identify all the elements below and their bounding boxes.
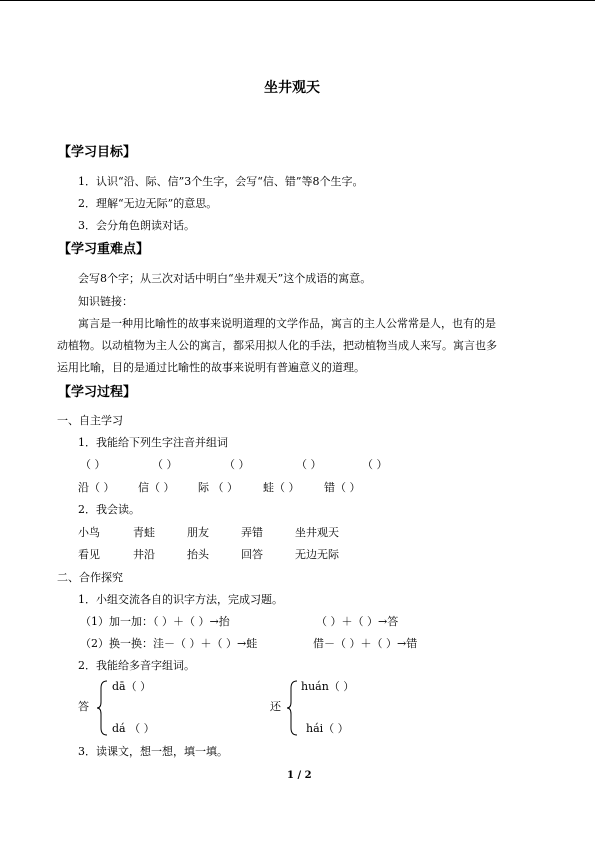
reading-word: 坐井观天 bbox=[295, 526, 339, 539]
reading-word: 小鸟 bbox=[78, 526, 100, 539]
pinyin-blank: dá （ ） bbox=[112, 722, 155, 735]
part-title-cooperative: 二、合作探究 bbox=[57, 571, 123, 584]
question-3: 3．读课文，想一想，填一填。 bbox=[78, 745, 228, 758]
question-2: 2．我会读。 bbox=[78, 503, 140, 516]
section-heading-key-points: 【学习重难点】 bbox=[58, 242, 150, 257]
goal-item: 3．会分角色朗读对话。 bbox=[78, 219, 195, 232]
pinyin-blank: （ ） bbox=[296, 458, 322, 471]
fable-paragraph-line: 寓言是一种用比喻性的故事来说明道理的文学作品，寓言的主人公常常是人，也有的是 bbox=[78, 317, 496, 330]
reading-word: 回答 bbox=[241, 548, 263, 561]
pinyin-blank: huán（ ） bbox=[301, 680, 355, 693]
char-word-blank: 沿（ ） bbox=[78, 481, 115, 494]
reading-word: 弄错 bbox=[241, 526, 263, 539]
add-exercise: （1）加一加：（ ）＋（ ）→抬 bbox=[80, 615, 230, 628]
char-word-blank: 际 （ ） bbox=[198, 481, 238, 494]
swap-exercise-right: 借－（ ）＋（ ）→错 bbox=[313, 637, 418, 650]
reading-word: 朋友 bbox=[187, 526, 209, 539]
pinyin-blank: （ ） bbox=[152, 458, 178, 471]
polyphone-char: 还 bbox=[270, 700, 281, 713]
page-title: 坐井观天 bbox=[264, 80, 320, 96]
section-heading-process: 【学习过程】 bbox=[58, 385, 137, 400]
pinyin-blank: （ ） bbox=[80, 458, 106, 471]
page-top-border bbox=[0, 0, 595, 1]
add-exercise-right: （ ）＋（ ）→答 bbox=[316, 615, 399, 628]
section-heading-goals: 【学习目标】 bbox=[58, 145, 137, 160]
question-1: 1．我能给下列生字注音并组词 bbox=[78, 436, 228, 449]
reading-word: 青蛙 bbox=[133, 526, 155, 539]
part-title-self-study: 一、自主学习 bbox=[57, 414, 123, 427]
pinyin-blank: hái（ ） bbox=[306, 722, 349, 735]
goal-item: 2．理解“无边无际”的意思。 bbox=[78, 197, 218, 210]
pinyin-blank: （ ） bbox=[224, 458, 250, 471]
goal-item: 1．认识“沿、际、信”3个生字，会写“信、错”等8个生字。 bbox=[78, 175, 364, 188]
question-1: 1．小组交流各自的识字方法，完成习题。 bbox=[78, 593, 283, 606]
reading-word: 看见 bbox=[78, 548, 100, 561]
reading-word: 抬头 bbox=[187, 548, 209, 561]
char-word-blank: 错（ ） bbox=[324, 481, 361, 494]
page-number: 1 / 2 bbox=[287, 770, 312, 781]
knowledge-link-label: 知识链接： bbox=[78, 295, 133, 308]
char-word-blank: 信（ ） bbox=[138, 481, 175, 494]
pinyin-blank: （ ） bbox=[362, 458, 388, 471]
swap-exercise: （2）换一换：洼－（ ）＋（ ）→蛙 bbox=[80, 637, 258, 650]
left-brace-icon bbox=[286, 680, 300, 736]
fable-paragraph-line: 动植物。以动植物为主人公的寓言，都采用拟人化的手法，把动植物当成人来写。寓言也多 bbox=[57, 339, 497, 352]
reading-word: 井沿 bbox=[133, 548, 155, 561]
polyphone-char: 答 bbox=[78, 700, 89, 713]
key-point-text: 会写8个字；从三次对话中明白“坐井观天”这个成语的寓意。 bbox=[78, 272, 372, 285]
left-brace-icon bbox=[96, 680, 110, 736]
reading-word: 无边无际 bbox=[295, 548, 339, 561]
char-word-blank: 蛙（ ） bbox=[263, 481, 300, 494]
pinyin-blank: dā（ ） bbox=[112, 680, 152, 693]
question-2: 2．我能给多音字组词。 bbox=[78, 659, 195, 672]
fable-paragraph-line: 运用比喻，目的是通过比喻性的故事来说明有普遍意义的道理。 bbox=[57, 361, 365, 374]
